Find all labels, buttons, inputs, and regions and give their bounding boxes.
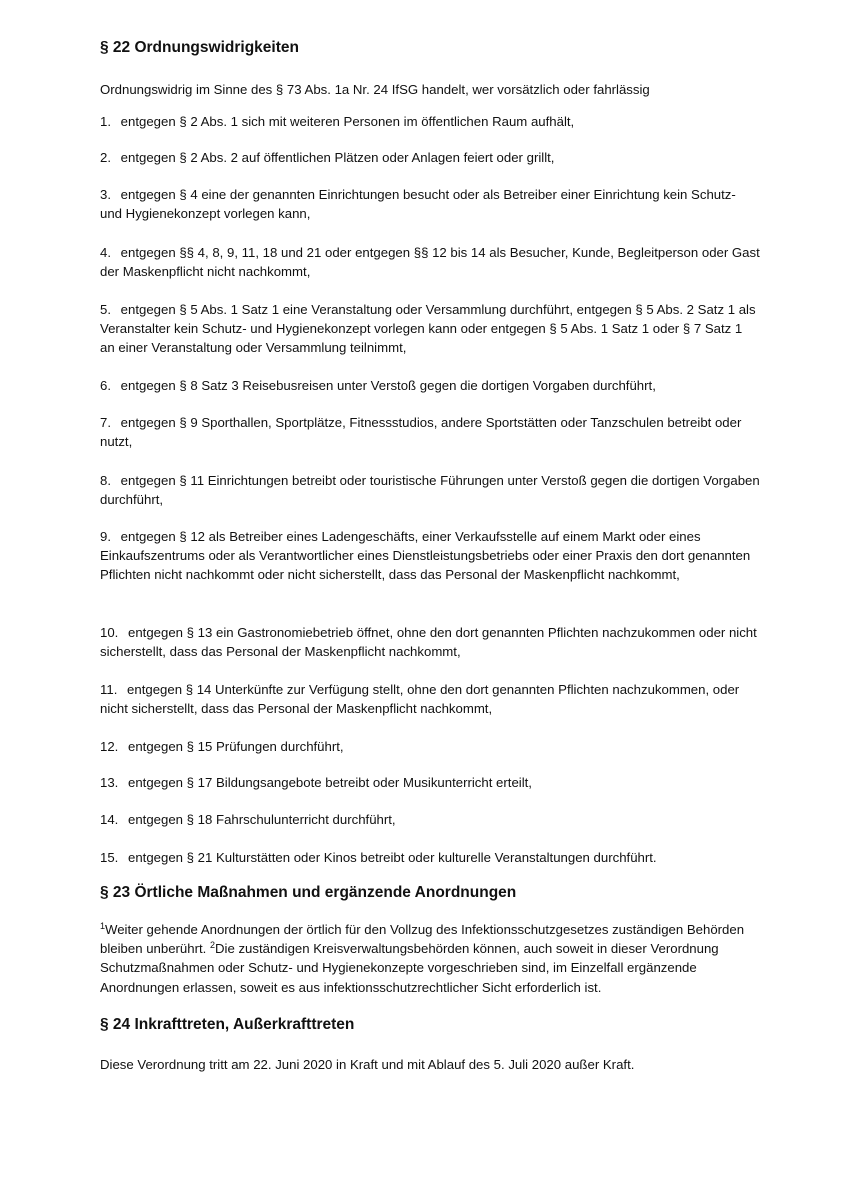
list-item-text: entgegen § 15 Prüfungen durchführt, (128, 739, 344, 754)
list-item-2 (100, 148, 760, 167)
section-23-paragraph (100, 920, 760, 997)
list-item-text: entgegen § 17 Bildungsangebote betreibt oder Musikunterricht erteilt, (128, 775, 532, 790)
list-item-number: 7. (100, 415, 111, 430)
list-item-text: entgegen § 4 eine der genannten Einrichtungen besucht oder als Betreiber einer Einrichtung kein Schutz- und Hygienekonzept vorlegen kann, (100, 187, 736, 222)
sentence-number: 1 (100, 921, 106, 931)
list-item-text: entgegen § 18 Fahrschulunterricht durchführt, (128, 812, 396, 827)
list-item-3 (100, 185, 760, 223)
list-item-number: 2. (100, 150, 111, 165)
list-item-15 (100, 848, 760, 867)
list-item-number: 14. (100, 812, 119, 827)
list-item-14 (100, 810, 760, 829)
list-item-text: entgegen § 2 Abs. 1 sich mit weiteren Personen im öffentlichen Raum aufhält, (120, 114, 575, 129)
section-24-heading: § 24 Inkrafttreten, Außerkrafttreten (100, 1016, 355, 1033)
list-item-12 (100, 737, 760, 756)
list-item-number: 11. (100, 682, 118, 697)
list-item-7 (100, 413, 760, 451)
section-23-sentence-1: Weiter gehende Anordnungen der örtlich für den Vollzug des Infektionsschutzgesetzes zuständigen Behörden bleiben unberührt. (100, 922, 745, 957)
list-item-number: 9. (100, 529, 111, 544)
list-item-text: entgegen § 14 Unterkünfte zur Verfügung stellt, ohne den dort genannten Pflichten nachzukommen, oder nicht sicherstellt, dass das Personal der Maskenpflicht nachkommt, (100, 682, 740, 717)
list-item-5 (100, 300, 760, 358)
sentence-number: 2 (209, 940, 215, 951)
section-23-heading: § 23 Örtliche Maßnahmen und ergänzende Anordnungen (100, 884, 517, 901)
list-item-number: 5. (100, 302, 111, 317)
list-item-13 (100, 773, 760, 792)
list-item-number: 12. (100, 739, 119, 754)
list-item-9 (100, 527, 760, 585)
list-item-text: entgegen § 9 Sporthallen, Sportplätze, Fitnessstudios, andere Sportstätten oder Tanzschulen betreibt oder nutzt, (100, 415, 742, 450)
list-item-text: entgegen § 8 Satz 3 Reisebusreisen unter Verstoß gegen die dortigen Vorgaben durchführt, (120, 378, 656, 393)
list-item-text: entgegen § 13 ein Gastronomiebetrieb öffnet, ohne den dort genannten Pflichten nachzukommen oder nicht sicherstellt, dass das Personal der Maskenpflicht nachkommt, (100, 625, 757, 660)
section-23-sentence-2: Die zuständigen Kreisverwaltungsbehörden können, auch soweit in dieser Verordnung Schutzmaßnahmen oder Schutz- und Hygienekonzepte vorgeschrieben sind, im Einzelfall ergänzende Anordnungen erlassen, soweit es aus infektionsschutzrechtlicher Sicht erforderlich ist. (100, 941, 719, 995)
list-item-6 (100, 376, 760, 395)
list-item-8 (100, 471, 760, 509)
list-item-text: entgegen § 11 Einrichtungen betreibt oder touristische Führungen unter Verstoß gegen die dortigen Vorgaben durchführt, (100, 473, 760, 508)
section-24-paragraph: Diese Verordnung tritt am 22. Juni 2020 in Kraft und mit Ablauf des 5. Juli 2020 außer Kraft. (100, 1057, 635, 1072)
list-item-text: entgegen § 21 Kulturstätten oder Kinos betreibt oder kulturelle Veranstaltungen durchführt. (128, 850, 657, 865)
list-item-text: entgegen § 2 Abs. 2 auf öffentlichen Plätzen oder Anlagen feiert oder grillt, (120, 150, 555, 165)
list-item-number: 3. (100, 187, 111, 202)
list-item-number: 8. (100, 473, 111, 488)
list-item-11 (100, 680, 760, 718)
list-item-number: 4. (100, 245, 111, 260)
section-22-heading: § 22 Ordnungswidrigkeiten (100, 39, 299, 56)
list-item-number: 10. (100, 625, 119, 640)
list-item-text: entgegen § 12 als Betreiber eines Ladengeschäfts, einer Verkaufsstelle auf einem Markt oder eines Einkaufszentrums oder als Verantwortlicher eines Dienstleistungsbetriebs oder einer Praxis den dort genannten Pflichten nicht nachkommt oder nicht sicherstellt, dass das Personal der Maskenpflicht nachkommt, (100, 529, 751, 583)
list-item-text: entgegen §§ 4, 8, 9, 11, 18 und 21 oder entgegen §§ 12 bis 14 als Besucher, Kunde, Begleitperson oder Gast der Maskenpflicht nicht nachkommt, (100, 245, 760, 280)
list-item-number: 15. (100, 850, 119, 865)
list-item-4 (100, 243, 760, 281)
list-item-number: 6. (100, 378, 111, 393)
list-item-number: 1. (100, 114, 111, 129)
list-item-number: 13. (100, 775, 119, 790)
list-item-text: entgegen § 5 Abs. 1 Satz 1 eine Veranstaltung oder Versammlung durchführt, entgegen § 5 Abs. 2 Satz 1 als Veranstalter kein Schutz- und Hygienekonzept vorlegen kann oder entgegen § 5 Abs. 1 Satz 1 oder § 7 Satz 1 an einer Veranstaltung oder Versammlung teilnimmt, (100, 302, 756, 356)
section-22-intro: Ordnungswidrig im Sinne des § 73 Abs. 1a Nr. 24 IfSG handelt, wer vorsätzlich oder fahrlässig (100, 82, 650, 97)
list-item-1 (100, 112, 760, 131)
list-item-10 (100, 623, 760, 661)
